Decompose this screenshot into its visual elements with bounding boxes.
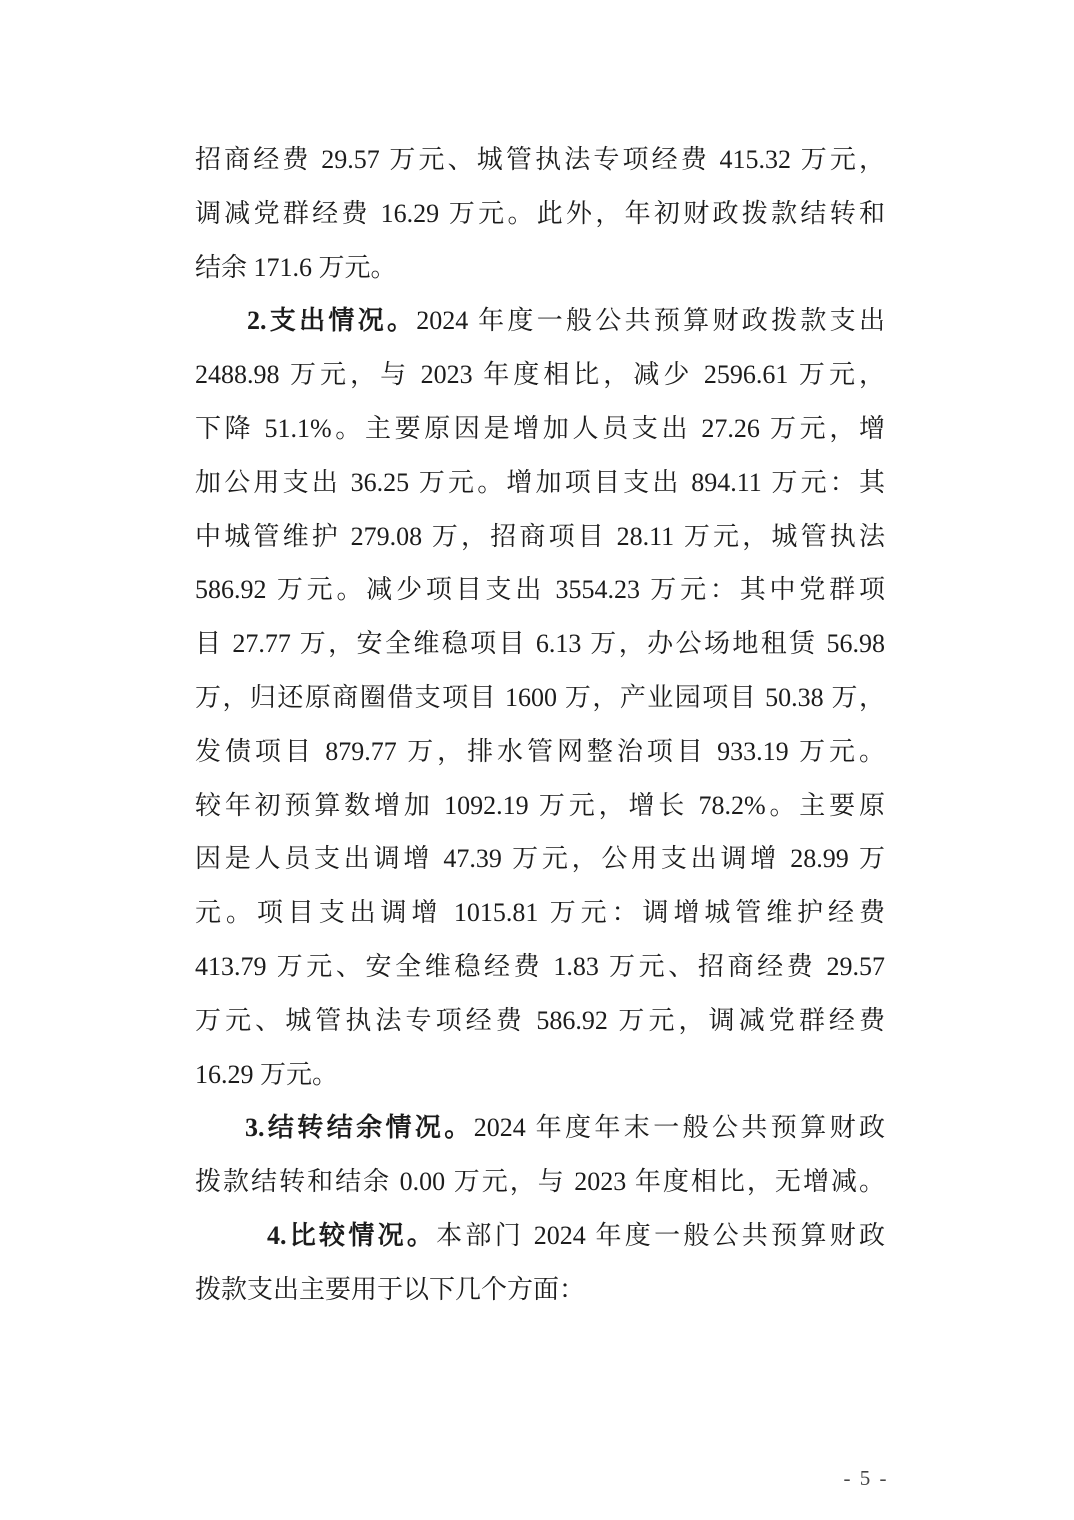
text-line: [195, 671, 885, 725]
paragraph-text: 拨款支出主要用于以下几个方面：: [195, 1274, 586, 1304]
page-number: - 5 -: [843, 1466, 889, 1490]
text-line: [195, 510, 885, 564]
text-line: [195, 1101, 885, 1155]
text-line: [195, 187, 885, 241]
paragraph-text: 拨款结转和结余 0.00 万元，与 2023 年度相比，无增减。: [195, 1167, 885, 1197]
paragraph-heading-text: 2.支出情况。: [247, 306, 417, 336]
paragraph-text: 招商经费 29.57 万元、城管执法专项经费 415.32 万元，: [195, 145, 885, 174]
text-line: [195, 1263, 885, 1317]
text-line: [195, 617, 885, 671]
text-line: [195, 133, 885, 187]
paragraph-text: 目 27.77 万，安全维稳项目 6.13 万，办公场地租赁 56.98: [195, 629, 885, 659]
paragraph-text: 413.79 万元、安全维稳经费 1.83 万元、招商经费 29.57: [195, 951, 885, 981]
text-line: [195, 241, 885, 295]
text-line: [195, 832, 885, 886]
text-line: [195, 940, 885, 994]
paragraph-text: 发债项目 879.77 万，排水管网整治项目 933.19 万元。: [195, 736, 885, 766]
paragraph-text: 中城管维护 279.08 万，招商项目 28.11 万元，城管执法: [195, 521, 885, 551]
text-line: [195, 886, 885, 940]
para-carryover-balance: [195, 1101, 885, 1209]
text-line: [195, 1209, 885, 1263]
text-line: [195, 402, 885, 456]
document-body: [195, 133, 885, 1317]
text-line: [195, 1155, 885, 1209]
paragraph-text: 结余 171.6 万元。: [195, 252, 397, 282]
paragraph-text: 2024 年度一般公共预算财政拨款支出: [416, 306, 885, 336]
text-line: [195, 1048, 885, 1102]
paragraph-text: 本部门 2024 年度一般公共预算财政: [436, 1220, 885, 1250]
paragraph-text: 调减党群经费 16.29 万元。此外，年初财政拨款结转和: [195, 198, 885, 228]
para-funding-continued: [195, 133, 885, 294]
text-line: [195, 994, 885, 1048]
paragraph-text: 16.29 万元。: [195, 1059, 339, 1089]
paragraph-text: 万，归还原商圈借支项目 1600 万，产业园项目 50.38 万，: [195, 682, 885, 712]
text-line: [195, 456, 885, 510]
paragraph-text: 2488.98 万元，与 2023 年度相比，减少 2596.61 万元，: [195, 360, 885, 390]
text-line: [195, 348, 885, 402]
para-comparison: [195, 1209, 885, 1317]
paragraph-text: 较年初预算数增加 1092.19 万元，增长 78.2%。主要原: [195, 790, 885, 820]
paragraph-text: 2024 年度年末一般公共预算财政: [473, 1113, 885, 1143]
para-expenditure: [195, 294, 885, 1101]
paragraph-text: 586.92 万元。减少项目支出 3554.23 万元：其中党群项: [195, 575, 885, 605]
text-line: [195, 779, 885, 833]
text-line: [195, 725, 885, 779]
paragraph-text: 加公用支出 36.25 万元。增加项目支出 894.11 万元：其: [195, 467, 885, 497]
paragraph-text: 下降 51.1%。主要原因是增加人员支出 27.26 万元，增: [195, 413, 885, 443]
paragraph-text: 万元、城管执法专项经费 586.92 万元，调减党群经费: [195, 1005, 885, 1035]
paragraph-heading-text: 4.比较情况。: [267, 1220, 437, 1250]
paragraph-heading-text: 3.结转结余情况。: [245, 1113, 474, 1143]
paragraph-text: 元。项目支出调增 1015.81 万元：调增城管维护经费: [195, 898, 885, 928]
text-line: [195, 563, 885, 617]
text-line: [195, 294, 885, 348]
paragraph-text: 因是人员支出调增 47.39 万元，公用支出调增 28.99 万: [195, 844, 885, 874]
